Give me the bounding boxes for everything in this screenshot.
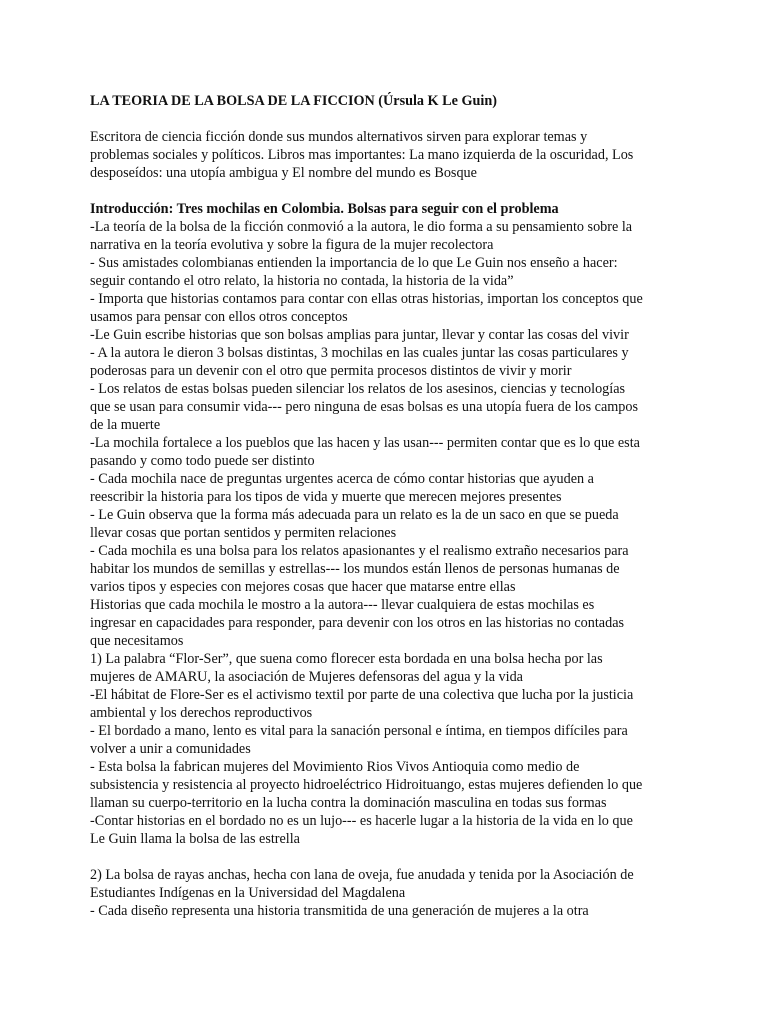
text-line: -El hábitat de Flore-Ser es el activismo textil por parte de una colectiva que lucha por la justicia	[90, 687, 634, 703]
section-introduccion	[90, 200, 690, 848]
text-line: 1) La palabra “Flor-Ser”, que suena como florecer esta bordada en una bolsa hecha por las	[90, 651, 603, 667]
text-line: - A la autora le dieron 3 bolsas distintas, 3 mochilas en las cuales juntar las cosas particulares y	[90, 345, 629, 361]
text-line: desposeídos: una utopía ambigua y El nombre del mundo es Bosque	[90, 165, 477, 181]
text-line: - Esta bolsa la fabrican mujeres del Movimiento Rios Vivos Antioquia como medio de	[90, 759, 580, 775]
intro-paragraph	[90, 128, 690, 182]
text-line: mujeres de AMARU, la asociación de Mujeres defensoras del agua y la vida	[90, 669, 523, 685]
text-line: Le Guin llama la bolsa de las estrella	[90, 831, 300, 847]
text-line: usamos para pensar con ellos otros conceptos	[90, 309, 348, 325]
text-line: - Cada mochila nace de preguntas urgentes acerca de cómo contar historias que ayuden a	[90, 471, 594, 487]
text-line: volver a unir a comunidades	[90, 741, 251, 757]
text-line: -La mochila fortalece a los pueblos que las hacen y las usan--- permiten contar que es lo que esta	[90, 435, 640, 451]
text-line: - Cada mochila es una bolsa para los relatos apasionantes y el realismo extraño necesarios para	[90, 543, 629, 559]
text-line: problemas sociales y políticos. Libros mas importantes: La mano izquierda de la oscuridad, Los	[90, 147, 634, 163]
section-bolsa-rayas	[90, 866, 690, 920]
text-line: pasando y como todo puede ser distinto	[90, 453, 315, 469]
spacer	[90, 110, 690, 128]
text-line: llaman su cuerpo-territorio en la lucha contra la dominación masculina en todas sus formas	[90, 795, 607, 811]
text-line: que necesitamos	[90, 633, 184, 649]
text-line: -Contar historias en el bordado no es un lujo--- es hacerle lugar a la historia de la vida en lo que	[90, 813, 633, 829]
text-line: poderosas para un devenir con el otro que permita procesos distintos de vivir y morir	[90, 363, 572, 379]
text-line: narrativa en la teoría evolutiva y sobre la figura de la mujer recolectora	[90, 237, 494, 253]
text-line: subsistencia y resistencia al proyecto hidroeléctrico Hidroituango, estas mujeres defienden lo que	[90, 777, 643, 793]
text-line: habitar los mundos de semillas y estrellas--- los mundos están llenos de personas humanas de	[90, 561, 620, 577]
text-line: Escritora de ciencia ficción donde sus mundos alternativos sirven para explorar temas y	[90, 129, 588, 145]
text-line: 2) La bolsa de rayas anchas, hecha con lana de oveja, fue anudada y tenida por la Asociación de	[90, 867, 634, 883]
text-line: varios tipos y especies con mejores cosas que hacer que matarse entre ellas	[90, 579, 516, 595]
text-line: Historias que cada mochila le mostro a la autora--- llevar cualquiera de estas mochilas es	[90, 597, 595, 613]
text-line: reescribir la historia para los tipos de vida y muerte que merecen mejores presentes	[90, 489, 562, 505]
text-line: - Cada diseño representa una historia transmitida de una generación de mujeres a la otra	[90, 903, 589, 919]
text-line: - Le Guin observa que la forma más adecuada para un relato es la de un saco en que se pueda	[90, 507, 619, 523]
text-line: seguir contando el otro relato, la historia no contada, la historia de la vida”	[90, 273, 514, 289]
text-line: - Los relatos de estas bolsas pueden silenciar los relatos de los asesinos, ciencias y tecnologías	[90, 381, 626, 397]
text-line: llevar cosas que portan sentidos y permiten relaciones	[90, 525, 397, 541]
text-line: de la muerte	[90, 417, 161, 433]
text-line: - El bordado a mano, lento es vital para la sanación personal e íntima, en tiempos difíciles para	[90, 723, 628, 739]
text-line: que se usan para consumir vida--- pero ninguna de esas bolsas es una utopía fuera de los campos	[90, 399, 639, 415]
text-line: - Sus amistades colombianas entienden la importancia de lo que Le Guin nos enseño a hacer:	[90, 255, 618, 271]
document-title: LA TEORIA DE LA BOLSA DE LA FICCION (Úrsula K Le Guin)	[90, 93, 497, 109]
text-line: -La teoría de la bolsa de la ficción conmovió a la autora, le dio forma a su pensamiento sobre la	[90, 219, 633, 235]
text-line: Estudiantes Indígenas en la Universidad del Magdalena	[90, 885, 406, 901]
section-heading: Introducción: Tres mochilas en Colombia. Bolsas para seguir con el problema	[90, 201, 559, 217]
spacer	[90, 848, 690, 866]
spacer	[90, 182, 690, 200]
text-line: - Importa que historias contamos para contar con ellas otras historias, importan los conceptos que	[90, 291, 643, 307]
document-page	[90, 92, 690, 920]
section-body	[90, 218, 690, 848]
text-line: ambiental y los derechos reproductivos	[90, 705, 313, 721]
text-line: -Le Guin escribe historias que son bolsas amplias para juntar, llevar y contar las cosas del vivir	[90, 327, 629, 343]
text-line: ingresar en capacidades para responder, para devenir con los otros en las historias no contadas	[90, 615, 625, 631]
